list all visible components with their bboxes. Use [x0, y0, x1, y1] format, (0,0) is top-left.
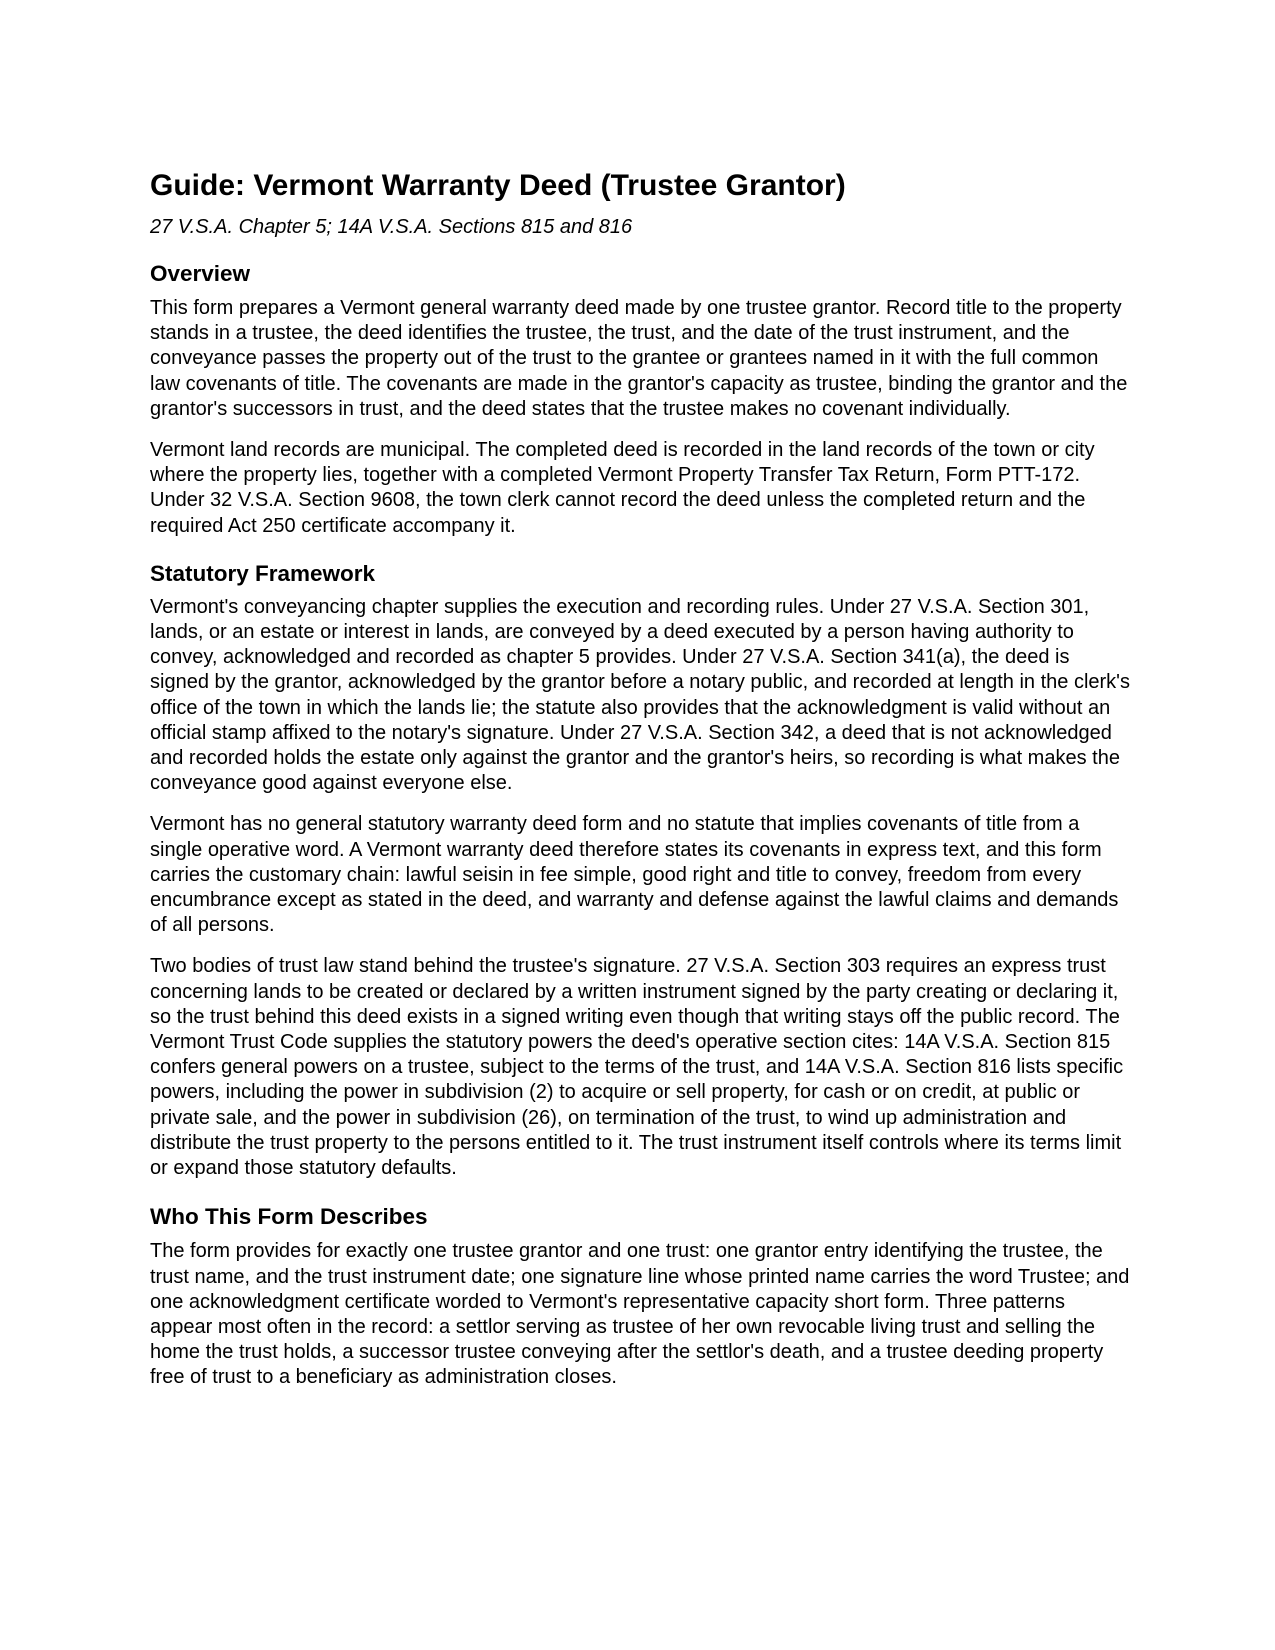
- paragraph: Vermont land records are municipal. The completed deed is recorded in the land records of the town or city where the property lies, together with a completed Vermont Property Transfer Tax Return, Form PTT-172. Under 32 V.S.A. Section 9608, the town clerk cannot record the deed unless the completed return and the required Act 250 certificate accompany it.: [150, 439, 1095, 537]
- paragraph: This form prepares a Vermont general warranty deed made by one trustee grantor. Record title to the property stands in a trustee, the deed identifies the trustee, the trust, and the date of the trust instrument, and the conveyance passes the property out of the trust to the grantee or grantees named in it with the full common law covenants of title. The covenants are made in the grantor's capacity as trustee, binding the grantor and the grantor's successors in trust, and the deed states that the trustee makes no covenant individually.: [150, 297, 1128, 420]
- section-who-this-form-describes: [150, 1203, 1130, 1390]
- paragraph: Two bodies of trust law stand behind the trustee's signature. 27 V.S.A. Section 303 requires an express trust concerning lands to be created or declared by a written instrument signed by the party creating or declaring it, so the trust behind this deed exists in a signed writing even though that writing stays off the public record. The Vermont Trust Code supplies the statutory powers the deed's operative section cites: 14A V.S.A. Section 815 confers general powers on a trustee, subject to the terms of the trust, and 14A V.S.A. Section 816 lists specific powers, including the power in subdivision (2) to acquire or sell property, for cash or on credit, at public or private sale, and the power in subdivision (26), on termination of the trust, to wind up administration and distribute the trust property to the persons entitled to it. The trust instrument itself controls where its terms limit or expand those statutory defaults.: [150, 955, 1124, 1180]
- paragraph: Vermont has no general statutory warranty deed form and no statute that implies covenants of title from a single operative word. A Vermont warranty deed therefore states its covenants in express text, and this form carries the customary chain: lawful seisin in fee simple, good right and title to convey, freedom from every encumbrance except as stated in the deed, and warranty and defense against the lawful claims and demands of all persons.: [150, 813, 1119, 937]
- section-heading-overview: Overview: [150, 261, 251, 286]
- page-title: Guide: Vermont Warranty Deed (Trustee Grantor): [150, 169, 846, 202]
- paragraph: The form provides for exactly one trustee grantor and one trust: one grantor entry identifying the trustee, the trust name, and the trust instrument date; one signature line whose printed name carries the word Trustee; and one acknowledgment certificate worded to Vermont's representative capacity short form. Three patterns appear most often in the record: a settlor serving as trustee of her own revocable living trust and selling the home the trust holds, a successor trustee conveying after the settlor's death, and a trustee deeding property free of trust to a beneficiary as administration closes.: [150, 1240, 1130, 1389]
- section-statutory-framework: [150, 560, 1130, 1181]
- statute-citation: 27 V.S.A. Chapter 5; 14A V.S.A. Sections 815 and 816: [150, 216, 633, 238]
- section-overview: [150, 260, 1130, 539]
- document-page: [150, 168, 1130, 1391]
- section-heading-who-this-form-describes: Who This Form Describes: [150, 1204, 428, 1230]
- paragraph: Vermont's conveyancing chapter supplies the execution and recording rules. Under 27 V.S.A. Section 301, lands, or an estate or interest in lands, are conveyed by a deed executed by a person having authority to convey, acknowledged and recorded as chapter 5 provides. Under 27 V.S.A. Section 341(a), the deed is signed by the grantor, acknowledged by the grantor before a notary public, and recorded at length in the clerk's office of the town in which the lands lie; the statute also provides that the acknowledgment is valid without an official stamp affixed to the notary's signature. Under 27 V.S.A. Section 342, a deed that is not acknowledged and recorded holds the estate only against the grantor and the grantor's heirs, so recording is what makes the conveyance good against everyone else.: [150, 595, 1130, 795]
- section-heading-statutory-framework: Statutory Framework: [150, 560, 376, 586]
